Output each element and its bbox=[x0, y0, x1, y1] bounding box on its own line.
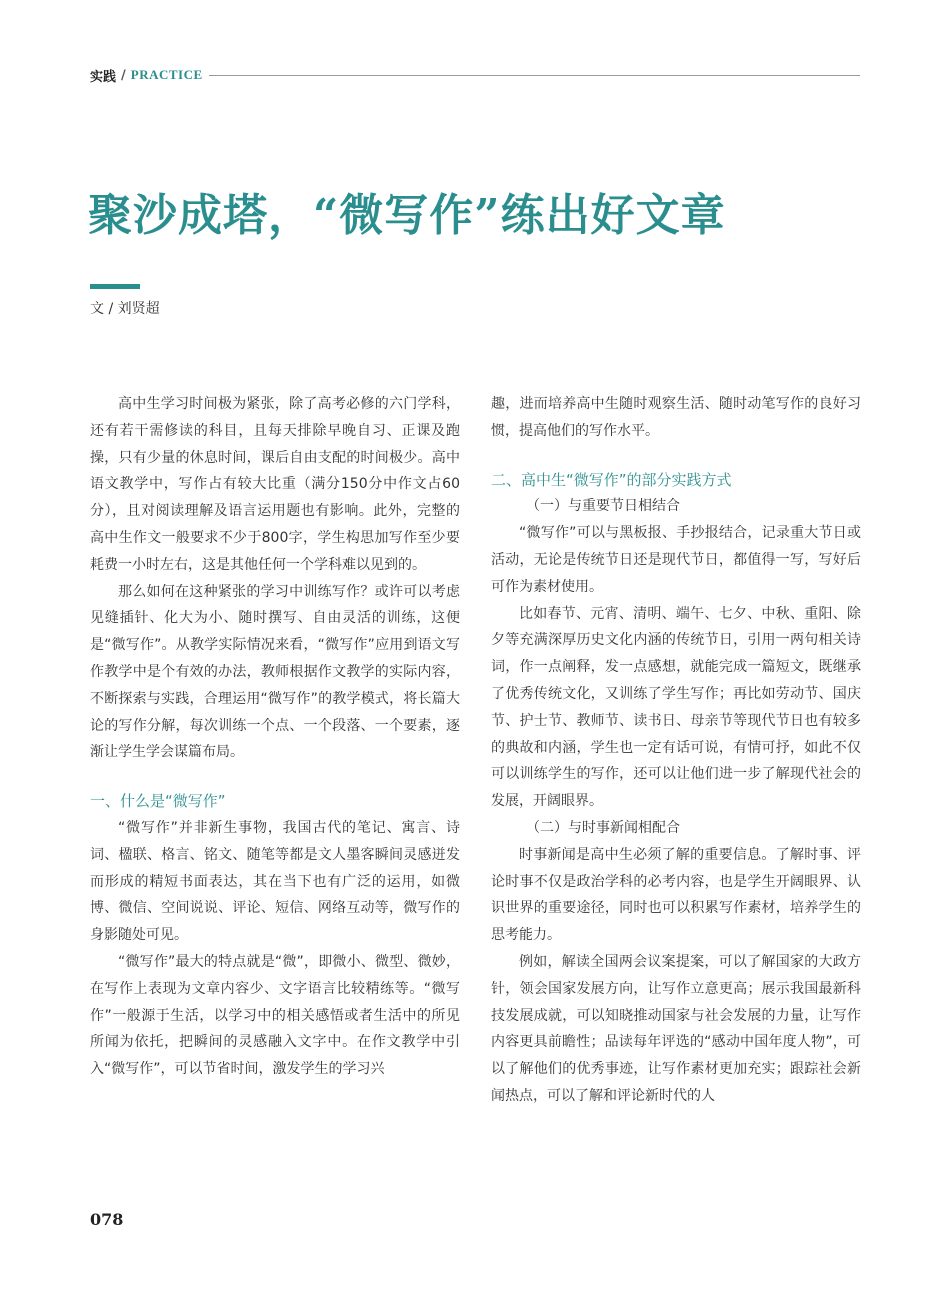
title-accent-bar bbox=[90, 284, 140, 289]
paragraph: 那么如何在这种紧张的学习中训练写作？或许可以考虑见缝插针、化大为小、随时撰写、自由灵活的训练，这便是“微写作”。从教学实际情况来看，“微写作”应用到语文写作教学中是个有效的办法，教师根据作文教学的实际内容，不断探索与实践，合理运用“微写作”的教学模式，将长篇大论的写作分解，每次训练一个点、一个段落、一个要素，逐渐让学生学会谋篇布局。 bbox=[90, 583, 460, 761]
section-label-en: PRACTICE bbox=[130, 67, 203, 82]
article-title: 聚沙成塔，“微写作”练出好文章 bbox=[88, 190, 726, 241]
subsection-heading-2: （二）与时事新闻相配合 bbox=[526, 819, 680, 836]
right-column bbox=[491, 391, 861, 1110]
header-slash: / bbox=[121, 67, 126, 83]
paragraph: “微写作”并非新生事物，我国古代的笔记、寓言、诗词、楹联、格言、铭文、随笔等都是文人墨客瞬间灵感迸发而形成的精短书面表达，其在当下也有广泛的运用，如微博、微信、空间说说、评论、短信、网络互动等，微写作的身影随处可见。 bbox=[90, 819, 460, 944]
author-byline: 文 / 刘贤超 bbox=[90, 301, 160, 317]
section-label: 实践 bbox=[90, 69, 117, 85]
page-number: 078 bbox=[90, 1210, 124, 1229]
subsection-heading-1: （一）与重要节日相结合 bbox=[526, 498, 680, 515]
section-heading-1: 一、什么是“微写作” bbox=[90, 792, 226, 811]
left-column bbox=[90, 391, 460, 1083]
paragraph: 高中生学习时间极为紧张，除了高考必修的六门学科，还有若干需修读的科目，且每天排除早晚自习、正课及跑操，只有少量的休息时间，课后自由支配的时间极少。高中语文教学中，写作占有较大比重（满分150分中作文占60分），且对阅读理解及语言运用题也有影响。此外，完整的高中生作文一般要求不少于800字，学生构思加写作至少要耗费一小时左右，这是其他任何一个学科难以见到的。 bbox=[90, 396, 460, 573]
section-heading-2: 二、高中生“微写作”的部分实践方式 bbox=[491, 470, 732, 489]
header-rule bbox=[209, 75, 860, 76]
paragraph: 时事新闻是高中生必须了解的重要信息。了解时事、评论时事不仅是政治学科的必考内容，也是学生开阔眼界、认识世界的重要途径，同时也可以积累写作素材，培养学生的思考能力。 bbox=[491, 846, 861, 944]
paragraph: 例如，解读全国两会议案提案，可以了解国家的大政方针，领会国家发展方向，让写作立意更高；展示我国最新科技发展成就，可以知晓推动国家与社会发展的力量，让写作内容更具前瞻性；品读每年评选的“感动中国年度人物”，可以了解他们的优秀事迹，让写作素材更加充实；跟踪社会新闻热点，可以了解和评论新时代的人 bbox=[491, 953, 861, 1104]
paragraph: “微写作”可以与黑板报、手抄报结合，记录重大节日或活动，无论是传统节日还是现代节日，都值得一写，写好后可作为素材使用。 bbox=[491, 525, 861, 595]
paragraph-continued: 趣，进而培养高中生随时观察生活、随时动笔写作的良好习惯，提高他们的写作水平。 bbox=[491, 396, 861, 439]
running-header bbox=[90, 64, 860, 86]
paragraph: “微写作”最大的特点就是“微”，即微小、微型、微妙，在写作上表现为文章内容少、文字语言比较精练等。“微写作”一般源于生活，以学习中的相关感悟或者生活中的所见所闻为依托，把瞬间的灵感融入文字中。在作文教学中引入“微写作”，可以节省时间，激发学生的学习兴 bbox=[90, 953, 460, 1078]
paragraph: 比如春节、元宵、清明、端午、七夕、中秋、重阳、除夕等充满深厚历史文化内涵的传统节日，引用一两句相关诗词，作一点阐释，发一点感想，就能完成一篇短文，既继承了优秀传统文化，又训练了学生写作；再比如劳动节、国庆节、护士节、教师节、读书日、母亲节等现代节日也有较多的典故和内涵，学生也一定有话可说，有情可抒，如此不仅可以训练学生的写作，还可以让他们进一步了解现代社会的发展，开阔眼界。 bbox=[491, 605, 861, 810]
